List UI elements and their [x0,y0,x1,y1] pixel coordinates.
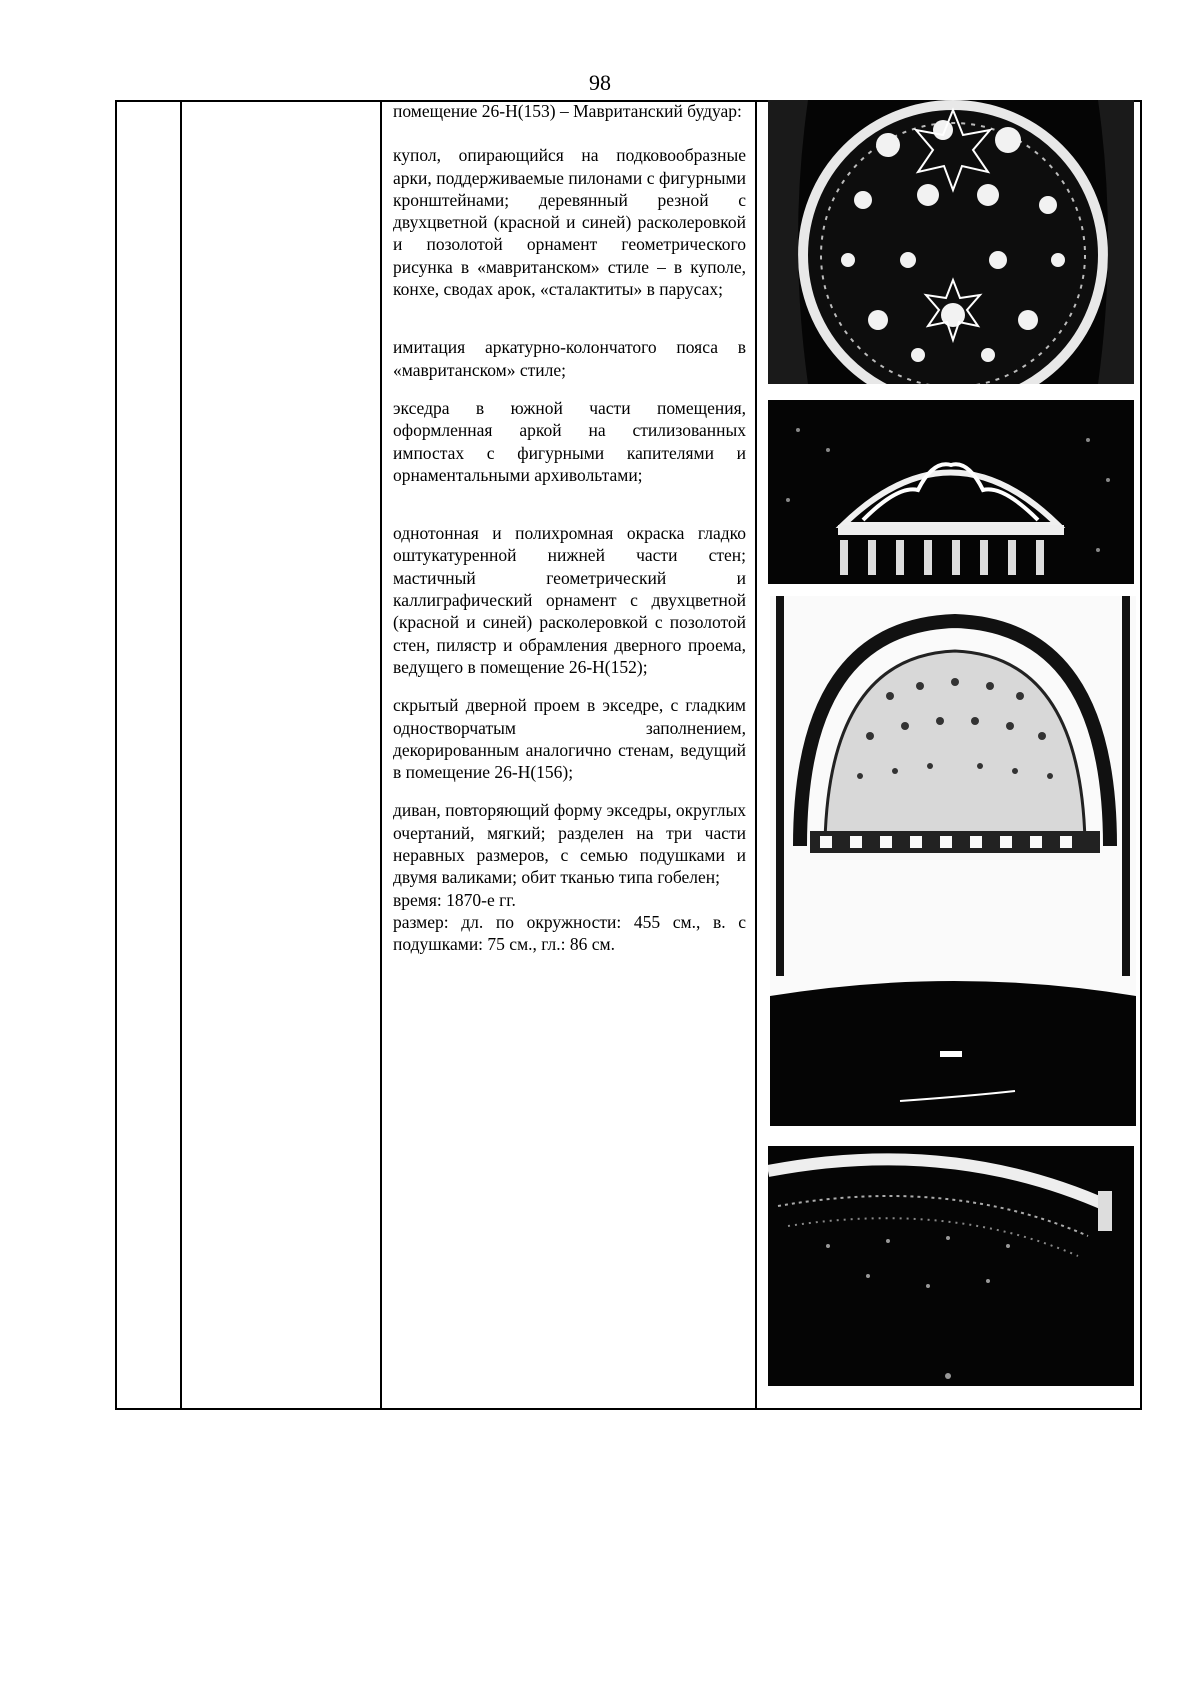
exedra-description: экседра в южной части помещения, оформленная аркой на стилизованных импостах с фигурными капителями и орнаментальными архивольтами; [393,397,746,485]
dome-photo [768,100,1134,384]
sofa-description: диван, повторяющий форму экседры, округлых очертаний, мягкий; разделен на три части неравных размеров, с семью подушками и двумя валиками; обит тканью типа гобелен; [393,800,746,888]
exedra-photo [770,596,1136,1126]
arcature-photo [768,400,1134,584]
date-line: время: 1870-е гг. [393,889,516,910]
column-divider-3 [755,102,757,1408]
description-column [393,100,746,956]
room-heading: помещение 26-Н(153) – Мавританский будуар: [393,101,742,121]
column-divider-1 [180,102,182,1408]
dome-description: купол, опирающийся на подковообразные арки, поддерживаемые пилонами с фигурными кронштейнами; деревянный резной с двухцветной (красной и синей) расколеровкой и позолотой орнамент геометрического рисунка в «мавританском» стиле – в куполе, конхе, сводах арок, «сталактиты» в парусах; [393,145,746,300]
hidden-door-description: скрытый дверной проем в экседре, с гладким одностворчатым заполнением, декорированным аналогично стенам, ведущий в помещение 26-Н(156); [393,695,746,783]
wall-painting-description: однотонная и полихромная окраска гладко оштукатуренной нижней части стен; мастичный геометрический и каллиграфический орнамент с двухцветной (красной и синей) расколеровкой с позолотой стен, пилястр и обрамления дверного проема, ведущего в помещение 26-Н(152); [393,523,746,677]
column-divider-2 [380,102,382,1408]
arcature-description: имитация аркатурно-колончатого пояса в «мавританском» стиле; [393,337,746,380]
interior-photo [768,1146,1134,1386]
size-line: размер: дл. по окружности: 455 см., в. с подушками: 75 см., гл.: 86 см. [393,911,746,955]
page-number: 98 [589,70,611,95]
